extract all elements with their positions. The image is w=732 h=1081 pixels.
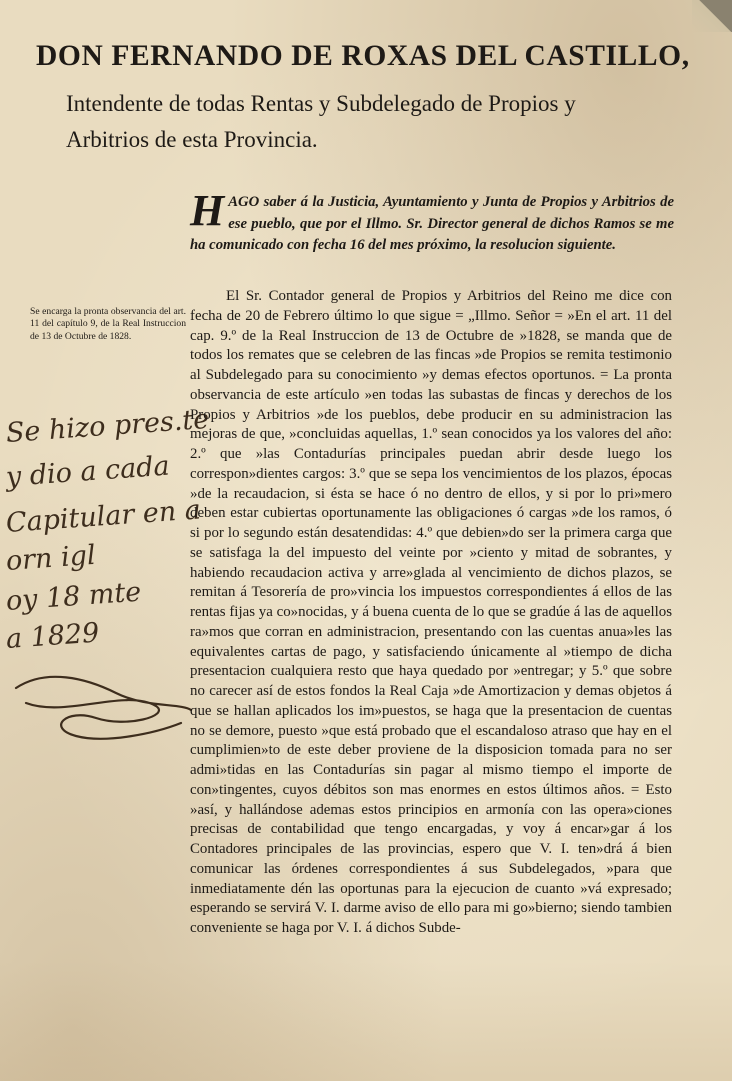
signature-flourish [6,648,196,748]
folded-corner [692,0,732,32]
paper-stain [0,961,732,1081]
body-paragraph: El Sr. Contador general de Propios y Arbitrios del Reino me dice con fecha de 20 de Febrero último lo que sigue = „Illmo. Señor = »En el art. 11 del cap. 9.º de la Real Instruccion de 13 de Octubre de »1828, se manda que de todos los remates que se celebren de las fincas »de Propios se remita testimonio al Subdelegado para su conocimiento »y demas efectos oportunos. = La pronta observancia de este artículo »en todas las subastas de fincas y derechos de los Propios y Arbitrios »de los pueblos, debe producir en su administracion las mejoras de que, »concluidas aquellas, 1.º sean conocidos ya los valores del año: 2.º que »las Contadurías principales puedan abrir desde luego los correspon»dientes cargos: 3.º que se sepa los vencimientos de los plazos, épocas »de la recaudacion, si ésta se hace ó no dentro de ellos, y si por lo pri»mero deben estar cubiertas oportunamente las obligaciones ó cargas »de los ramos, ó si por lo segundo están desatendidas: 4.º que debien»do ser la primera carga que se satisfaga la del impuesto del veinte por »ciento y mitad de sobrantes, y habiendo recaudacion activa y arre»glada al vencimiento de dichos plazos, se remitan á Tesorería de pro»vincia los impuestos correspondientes á ellos de las rentas fijas ya co»nocidas, y á buena cuenta de lo que se gradúe á las de aquellos ra»mos que corran en administracion, presentando con las cuentas anua»les las equivalentes cartas de pago, y satisfaciendo únicamente al »tiempo de dicha presentacion cualquiera resto que haya quedado por »entregar; y 5.º que sobre no carecer así de estos fondos la Real Caja »de Amortizacion y demas objetos á que se hallan aplicados los im»puestos, se haga que la presentacion de cuentas no se demore, puesto »que está probado que el escandaloso atraso que hay en el cumplimien»to de este deber proviene de la disposicion tomada para no ser admi»tidas en las Contadurías sin pagar al mismo tiempo el importe de con»tingentes, cuyos débitos son mas enormes en estos últimos años. = Esto »así, y hallándose ademas estos principios en armonía con las opera»ciones precisas de contabilidad que tengo encargadas, y voy á encar»gar á los Contadores principales de las provincias, espero que V. I. ten»drá á bien comunicar las órdenes correspondientes á sus Subdelegados, »para que inmediatamente dén las oportunas para la ejecucion de cuanto »vá expresado; esperando se servirá V. I. darme aviso de ello para mi go»bierno; siendo tambien conveniente se haga por V. I. á dichos Subde- [190,288,672,936]
margin-note: Se encarga la pronta observancia del art. 11 del capítulo 9, de la Real Instruccion de 13 de Octubre de 1828. [30,306,186,342]
heading-title-line-1: Intendente de todas Rentas y Subdelegado de Propios y [66,91,576,116]
handwritten-line-2: y dio a cada [4,450,171,493]
handwritten-line-4: orn igl [4,539,97,577]
intro-text: AGO saber á la Justicia, Ayuntamiento y Junta de Propios y Arbitrios de ese pueblo, que por el Illmo. Sr. Director general de dichos Ramos se me ha comunicado con fecha 16 del mes próximo, la resolucion siguiente. [190,194,674,254]
heading-title-line-2: Arbitrios de esta Provincia. [66,127,318,152]
handwritten-line-1: Se hizo pres.te [4,403,211,449]
handwritten-line-6: a 1829 [4,617,101,655]
document-heading-title [66,86,706,158]
body-text [190,287,672,939]
intro-paragraph [190,186,674,257]
handwritten-line-5: oy 18 mte [4,576,143,617]
handwritten-annotation [4,403,211,748]
document-heading-name: DON FERNANDO DE ROXAS DEL CASTILLO, [36,40,690,72]
drop-cap: H [190,186,225,235]
handwritten-line-3: Capitular en a [4,494,202,539]
